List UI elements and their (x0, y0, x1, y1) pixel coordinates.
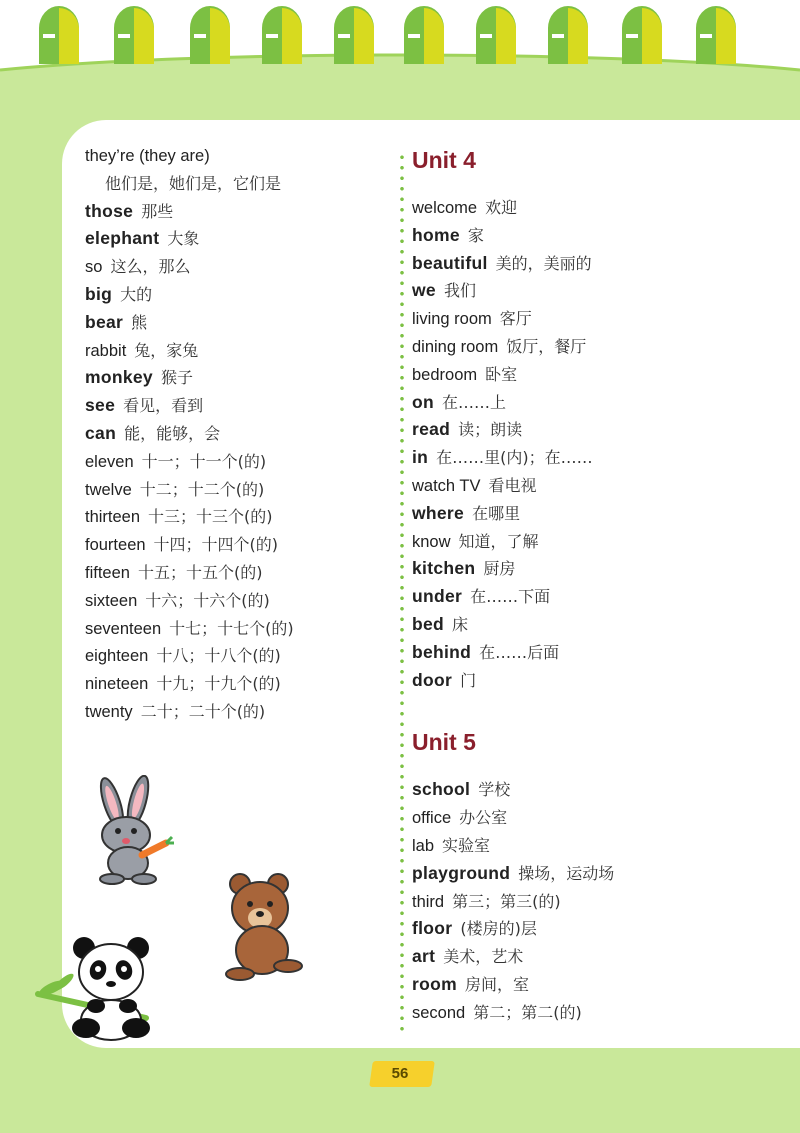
left-entry (85, 698, 385, 726)
vocab-word: on (412, 391, 434, 412)
vocab-meaning: 客厅 (499, 309, 532, 329)
vocab-word: nineteen (85, 675, 149, 694)
leaf-icon (258, 4, 304, 66)
left-entry (85, 309, 385, 337)
right-word-list (412, 138, 782, 1027)
vocab-word: see (85, 395, 116, 416)
unit-4-entry (412, 305, 782, 333)
vocab-word: in (412, 447, 429, 468)
vocab-word: bedroom (412, 365, 478, 384)
unit-4-entry (412, 277, 782, 305)
unit-4-entry (412, 361, 782, 389)
vocab-word: second (412, 1003, 466, 1022)
vocab-word: know (412, 532, 451, 551)
vocab-word: welcome (412, 199, 478, 217)
vocab-meaning: 看见，看到 (123, 396, 204, 416)
unit-5-entry (412, 860, 782, 888)
unit-4-entry (412, 611, 782, 639)
unit-5-entry (412, 832, 782, 860)
panda-illustration (34, 932, 164, 1042)
vocab-meaning: 二十；二十个(的) (140, 701, 266, 721)
vocab-meaning: 美术，艺术 (443, 947, 524, 967)
vocab-meaning: 十一；十一个(的) (141, 451, 267, 471)
leaf-icon (400, 4, 446, 66)
column-divider (400, 152, 404, 1032)
vocab-meaning: 那些 (141, 201, 174, 221)
vocab-meaning: 学校 (478, 780, 511, 800)
unit-5-entries (412, 776, 782, 1026)
vocab-word: art (412, 946, 436, 967)
vocab-word: door (412, 669, 453, 690)
vocab-meaning: 在……上 (441, 392, 506, 412)
vocab-word: living room (412, 310, 492, 329)
unit-4-entry (412, 194, 782, 222)
vocab-meaning: 实验室 (442, 835, 491, 855)
vocab-meaning: 在……下面 (470, 587, 551, 607)
vocab-word: where (412, 502, 465, 523)
vocab-meaning: 我们 (443, 281, 476, 301)
vocab-meaning: 十七；十七个(的) (169, 618, 294, 638)
unit-5-entry (412, 804, 782, 832)
vocab-meaning: 熊 (131, 312, 148, 332)
left-word-list (85, 142, 385, 726)
leaf-icon (618, 4, 664, 66)
left-entry (85, 253, 385, 281)
left-entry (85, 615, 385, 643)
vocab-meaning: 知道，了解 (458, 531, 539, 551)
unit-5-title: Unit 5 (412, 729, 476, 756)
left-entry (85, 281, 385, 309)
vocab-meaning: 欢迎 (485, 198, 518, 217)
vocab-word: big (85, 283, 113, 304)
vocab-word: floor (412, 918, 453, 939)
vocab-meaning: 房间，室 (464, 974, 529, 994)
vocab-word: kitchen (412, 558, 476, 579)
unit-4-entry (412, 416, 782, 444)
vocab-word: under (412, 586, 463, 607)
leaf-icon (110, 4, 156, 66)
vocab-word: rabbit (85, 341, 127, 360)
vocab-word: behind (412, 641, 472, 662)
unit-4-entry (412, 528, 782, 556)
vocab-word: fourteen (85, 536, 146, 555)
left-entry (85, 448, 385, 476)
vocab-meaning: 兔，家兔 (134, 340, 199, 360)
vocab-meaning: 厨房 (483, 559, 516, 579)
vocab-word: monkey (85, 367, 153, 388)
vocab-meaning: 十二；十二个(的) (139, 479, 265, 499)
vocab-word: elephant (85, 228, 160, 249)
unit-5-entry (412, 999, 782, 1027)
vocab-word: school (412, 779, 471, 800)
unit-4-entry (412, 250, 782, 278)
unit-4-title: Unit 4 (412, 147, 476, 173)
vocab-word: we (412, 280, 436, 301)
unit-4-entry (412, 222, 782, 250)
leaf-icon (692, 4, 738, 66)
unit-4-entry (412, 333, 782, 361)
vocab-word: sixteen (85, 591, 138, 610)
unit-4-entry (412, 444, 782, 472)
vocab-meaning: 读；朗读 (458, 420, 523, 440)
unit-4-entry (412, 583, 782, 611)
vocab-meaning: 这么，那么 (110, 257, 191, 277)
vocab-word: dining room (412, 337, 499, 356)
left-entry (85, 198, 385, 226)
left-entry (85, 503, 385, 531)
vocab-meaning: 十三；十三个(的) (148, 507, 273, 527)
vocab-meaning: 床 (452, 614, 469, 634)
leaf-icon (472, 4, 518, 66)
vocab-meaning: 看电视 (488, 475, 537, 495)
vocab-word: can (85, 422, 117, 443)
vocab-word: seventeen (85, 619, 162, 638)
unit-5-entry (412, 776, 782, 804)
left-entry (85, 559, 385, 587)
left-entry (85, 392, 385, 420)
vocab-word: read (412, 419, 451, 440)
leaf-icon (330, 4, 376, 66)
vocab-word: so (85, 258, 103, 277)
left-entry (85, 476, 385, 504)
unit-4-entry (412, 667, 782, 695)
vocab-meaning: 在……里(内)；在…… (436, 448, 593, 468)
leaf-icon (35, 4, 81, 66)
vocab-meaning: 十六；十六个(的) (145, 590, 270, 610)
vocab-meaning: 十五；十五个(的) (137, 562, 263, 582)
vocab-meaning: 饭厅，餐厅 (506, 336, 587, 356)
vocab-word: twelve (85, 480, 132, 499)
vocab-meaning: 大的 (120, 284, 153, 304)
leaf-icon (544, 4, 590, 66)
unit-4-entry (412, 555, 782, 583)
vocab-meaning: 美的，美丽的 (495, 253, 592, 273)
unit-5-entry (412, 915, 782, 943)
unit-4-entry (412, 500, 782, 528)
vocab-word: fifteen (85, 563, 130, 582)
vocab-meaning: 第三；第三(的) (452, 891, 561, 911)
unit-4-entries (412, 194, 782, 694)
vocab-word: twenty (85, 702, 133, 721)
unit-4-entry (412, 639, 782, 667)
vocab-meaning: 在哪里 (472, 503, 521, 523)
vocab-meaning: 卧室 (485, 364, 518, 384)
left-entry (85, 420, 385, 448)
vocab-meaning: 办公室 (459, 808, 508, 828)
vocab-word: watch TV (412, 476, 481, 495)
vocab-meaning: (楼房的)层 (460, 919, 537, 939)
unit-5-entry (412, 971, 782, 999)
unit-4-entry (412, 472, 782, 500)
left-entry (85, 531, 385, 559)
vocab-word: home (412, 224, 460, 245)
vocab-meaning: 他们是，她们是，它们是 (105, 173, 282, 193)
vocab-meaning: 操场，运动场 (518, 863, 615, 883)
vocab-meaning: 能，能够，会 (124, 423, 221, 443)
vocab-meaning: 大象 (167, 229, 200, 249)
vocab-word: third (412, 892, 445, 911)
bear-illustration (220, 870, 310, 982)
left-entry (85, 587, 385, 615)
vocab-word: eighteen (85, 647, 149, 666)
left-entry (85, 170, 385, 198)
left-entry (85, 225, 385, 253)
unit-4-entry (412, 389, 782, 417)
vocab-word: those (85, 200, 134, 221)
unit-5-entry (412, 888, 782, 916)
vocab-meaning: 在……后面 (479, 642, 560, 662)
rabbit-illustration (82, 775, 177, 885)
vocab-word: bed (412, 613, 445, 634)
left-entry (85, 642, 385, 670)
vocab-word: thirteen (85, 508, 141, 527)
vocab-meaning: 十九；十九个(的) (156, 674, 281, 694)
vocab-word: beautiful (412, 252, 488, 273)
left-entry (85, 337, 385, 365)
vocab-word: bear (85, 311, 124, 332)
vocab-meaning: 门 (460, 670, 477, 690)
vocab-word: lab (412, 836, 435, 855)
vocab-word: eleven (85, 452, 134, 471)
vocab-word: office (412, 809, 452, 828)
vocab-word: they’re (they are) (85, 147, 210, 165)
vocab-meaning: 第二；第二(的) (473, 1002, 582, 1022)
page-number: 56 (391, 1065, 409, 1082)
vocab-word: room (412, 973, 457, 994)
unit-5-entry (412, 943, 782, 971)
vocab-meaning: 家 (467, 225, 484, 245)
vocab-meaning: 十八；十八个(的) (156, 646, 281, 666)
leaf-icon (186, 4, 232, 66)
vocab-meaning: 十四；十四个(的) (153, 535, 279, 555)
left-entry (85, 142, 385, 170)
vocab-word: playground (412, 862, 511, 883)
left-entry (85, 364, 385, 392)
vocab-meaning: 猴子 (160, 368, 193, 388)
left-entry (85, 670, 385, 698)
